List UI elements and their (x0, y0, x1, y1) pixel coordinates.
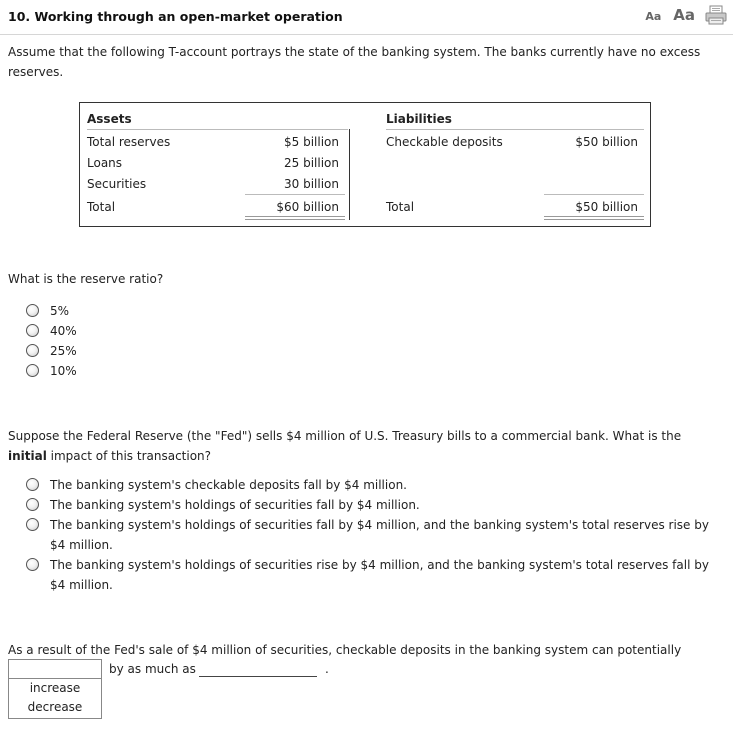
initial-impact-question (8, 426, 723, 466)
initial-impact-options (26, 475, 716, 595)
asset-value: 25 billion (284, 156, 339, 170)
radio-button-icon[interactable] (26, 558, 39, 571)
radio-button-icon[interactable] (26, 364, 39, 377)
option-label: The banking system's holdings of securities rise by $4 million, and the banking system's total reserves fall by $4 million. (50, 558, 709, 592)
liabilities-total-value: $50 billion (575, 200, 638, 214)
prompt-text: Suppose the Federal Reserve (the "Fed") sells $4 million of U.S. Treasury bills to a commercial bank. What is the (8, 429, 682, 443)
liability-label: Checkable deposits (386, 135, 503, 149)
intro-text: Assume that the following T-account portrays the state of the banking system. The banks currently have no excess reserves. (8, 45, 701, 79)
header-tools (645, 5, 727, 25)
asset-label: Securities (87, 177, 147, 191)
option-label: The banking system's checkable deposits fall by $4 million. (50, 478, 407, 492)
liabilities-total-rule (544, 194, 644, 195)
deposit-change-question: As a result of the Fed's sale of $4 million of securities, checkable deposits in the banking system can potentially (8, 643, 682, 657)
assets-header-rule (87, 129, 348, 130)
question-header (0, 0, 733, 35)
liabilities-header-rule (386, 129, 644, 130)
reserve-ratio-option[interactable] (26, 341, 77, 361)
option-label: 10% (50, 364, 77, 378)
assets-total-value: $60 billion (276, 200, 339, 214)
initial-impact-option[interactable] (26, 475, 716, 495)
assets-total-rule (245, 194, 345, 195)
asset-value: 30 billion (284, 177, 339, 191)
prompt-emphasis: initial (8, 449, 47, 463)
font-size-large-button[interactable]: Aa (673, 6, 695, 24)
radio-button-icon[interactable] (26, 304, 39, 317)
radio-button-icon[interactable] (26, 344, 39, 357)
reserve-ratio-option[interactable] (26, 301, 77, 321)
option-label: 25% (50, 344, 77, 358)
reserve-ratio-option[interactable] (26, 321, 77, 341)
liability-value: $50 billion (575, 135, 638, 149)
initial-impact-option[interactable] (26, 515, 716, 555)
liabilities-double-rule (544, 216, 644, 220)
option-label: 40% (50, 324, 77, 338)
reserve-ratio-options (26, 301, 77, 381)
reserve-ratio-question: What is the reserve ratio? (8, 272, 164, 286)
sentence-period: . (325, 662, 329, 676)
option-label: The banking system's holdings of securities fall by $4 million. (50, 498, 420, 512)
deposit-change-question-cont: by as much as (109, 662, 196, 676)
option-label: 5% (50, 304, 70, 318)
direction-dropdown[interactable] (8, 659, 102, 719)
asset-label: Total reserves (87, 135, 171, 149)
t-divider (349, 129, 350, 220)
prompt-text: impact of this transaction? (46, 449, 212, 463)
assets-header: Assets (87, 112, 132, 126)
option-label: The banking system's holdings of securities fall by $4 million, and the banking system's total reserves rise by $4 million. (50, 518, 709, 552)
radio-button-icon[interactable] (26, 498, 39, 511)
dropdown-option-increase[interactable]: increase (29, 681, 81, 695)
asset-label: Loans (87, 156, 123, 170)
assets-double-rule (245, 216, 345, 220)
liabilities-header: Liabilities (386, 112, 452, 126)
initial-impact-option[interactable] (26, 555, 716, 595)
initial-impact-option[interactable] (26, 495, 716, 515)
amount-blank-field[interactable] (199, 676, 317, 677)
font-size-small-button[interactable]: Aa (645, 10, 662, 23)
dropdown-selected-value[interactable] (9, 660, 101, 679)
asset-value: $5 billion (284, 135, 339, 149)
reserve-ratio-option[interactable] (26, 361, 77, 381)
print-icon[interactable] (705, 5, 727, 25)
question-title: 10. Working through an open-market operation (8, 9, 343, 24)
liabilities-total-label: Total (386, 200, 415, 214)
radio-button-icon[interactable] (26, 324, 39, 337)
assets-total-label: Total (87, 200, 116, 214)
radio-button-icon[interactable] (26, 518, 39, 531)
t-account (79, 102, 651, 227)
radio-button-icon[interactable] (26, 478, 39, 491)
dropdown-option-decrease[interactable]: decrease (27, 700, 83, 714)
